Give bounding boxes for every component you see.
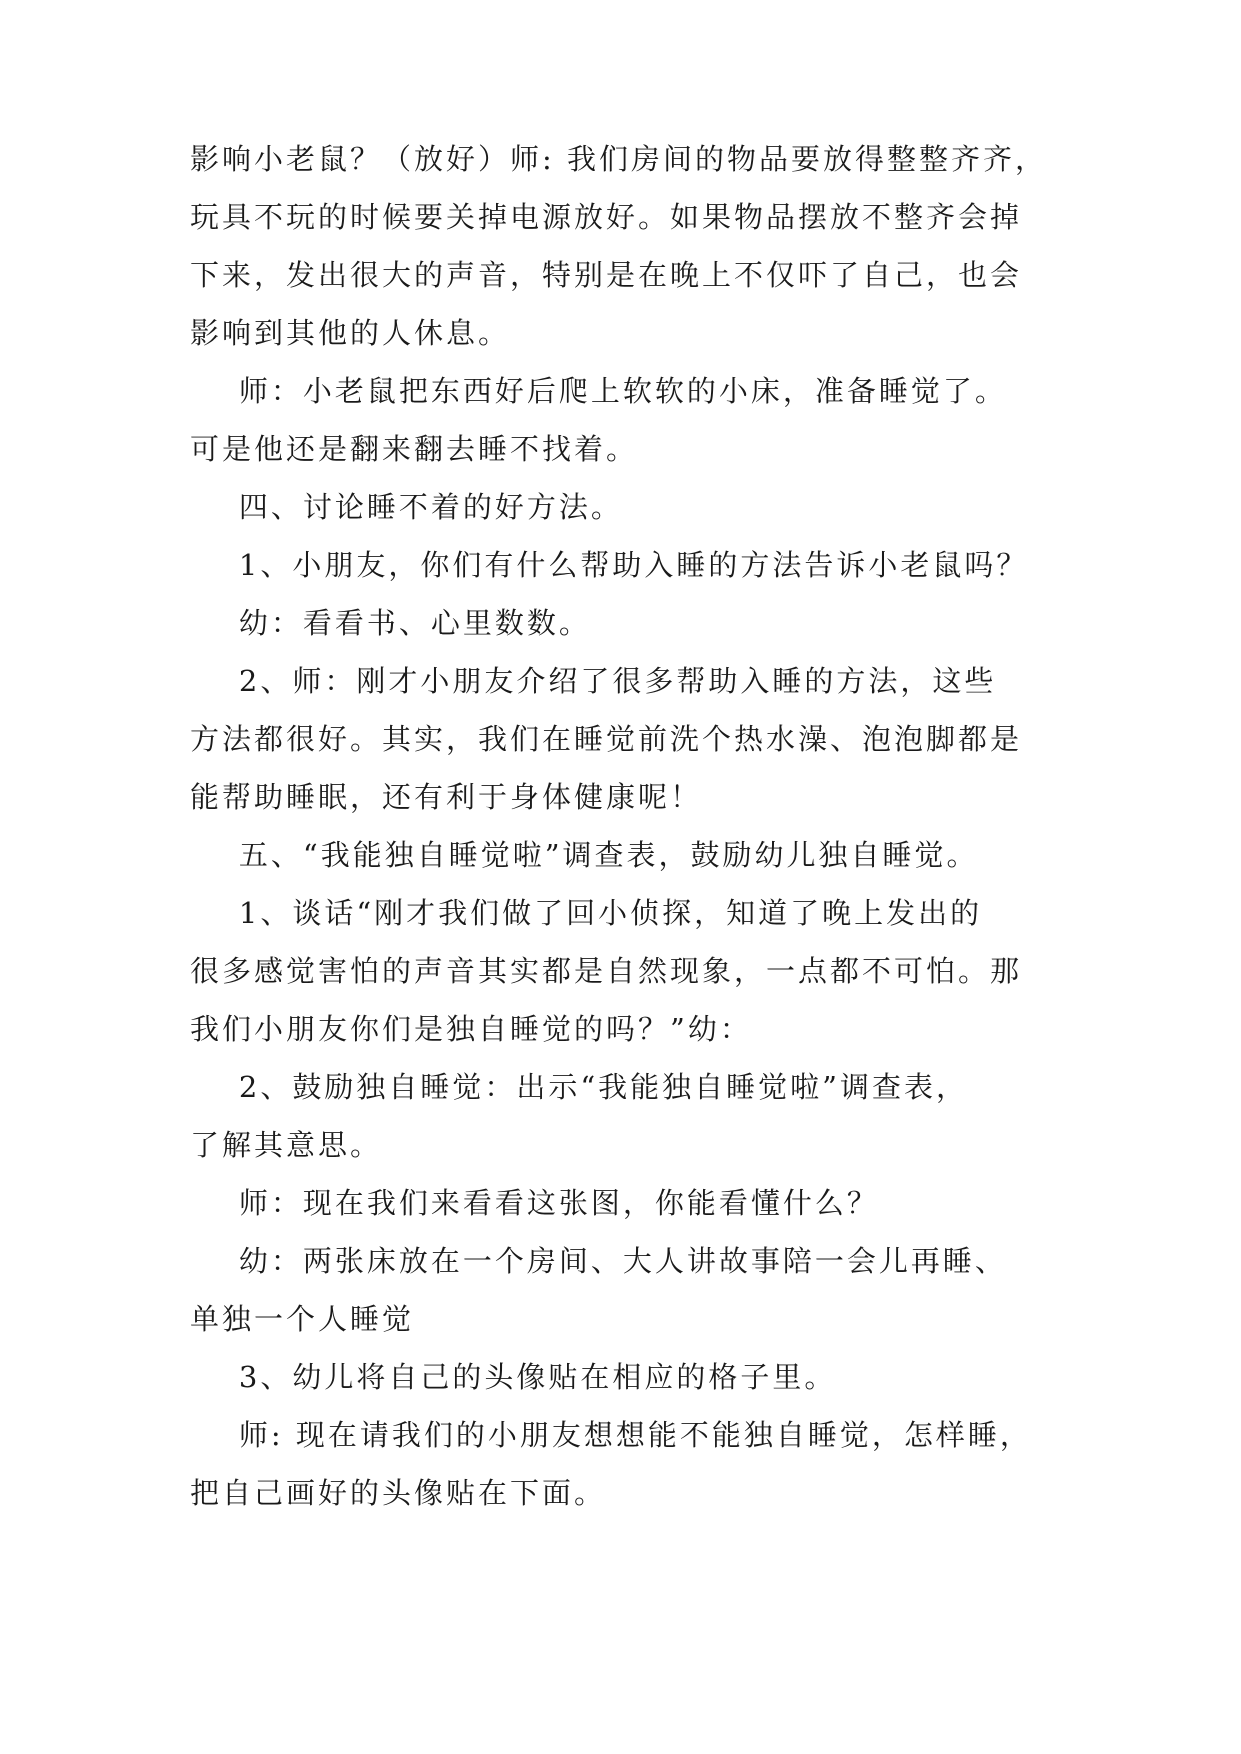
- text-line: 幼：两张床放在一个房间、大人讲故事陪一会儿再睡、: [190, 1244, 1007, 1278]
- text-line: 1、谈话“刚才我们做了回小侦探，知道了晚上发出的: [190, 896, 983, 930]
- text-line: 下来，发出很大的声音，特别是在晚上不仅吓了自己，也会: [190, 258, 1023, 292]
- text-line: 我们小朋友你们是独自睡觉的吗？”幼：: [190, 1012, 752, 1046]
- text-line: 2、师：刚才小朋友介绍了很多帮助入睡的方法，这些: [190, 664, 997, 698]
- text-line: 了解其意思。: [190, 1128, 383, 1162]
- text-line: 把自己画好的头像贴在下面。: [190, 1476, 607, 1510]
- text-line: 单独一个人睡觉: [190, 1302, 415, 1336]
- text-line: 3、幼儿将自己的头像贴在相应的格子里。: [190, 1360, 837, 1394]
- section-heading: 四、讨论睡不着的好方法。: [190, 490, 623, 524]
- section-heading: 五、“我能独自睡觉啦”调查表，鼓励幼儿独自睡觉。: [190, 838, 979, 872]
- text-line: 影响到其他的人休息。: [190, 316, 511, 350]
- text-line: 很多感觉害怕的声音其实都是自然现象，一点都不可怕。那: [190, 954, 1023, 988]
- text-line: 可是他还是翻来翻去睡不找着。: [190, 432, 639, 466]
- text-line: 玩具不玩的时候要关掉电源放好。如果物品摆放不整齐会掉: [190, 200, 1023, 234]
- text-line: 师：现在我们来看看这张图，你能看懂什么？: [190, 1186, 879, 1220]
- document-page: [190, 130, 1060, 1522]
- text-line: 方法都很好。其实，我们在睡觉前洗个热水澡、泡泡脚都是: [190, 722, 1023, 756]
- text-line: 1、小朋友，你们有什么帮助入睡的方法告诉小老鼠吗？: [190, 548, 1029, 582]
- text-line: 2、鼓励独自睡觉：出示“我能独自睡觉啦”调查表，: [190, 1070, 968, 1104]
- text-line: 能帮助睡眠，还有利于身体健康呢！: [190, 780, 703, 814]
- text-line: 师: 现在请我们的小朋友想想能不能独自睡觉，怎样睡，: [190, 1418, 1032, 1452]
- text-line: 影响小老鼠？（放好）师: 我们房间的物品要放得整整齐齐，: [190, 142, 1047, 176]
- text-line: 师：小老鼠把东西好后爬上软软的小床，准备睡觉了。: [190, 374, 1007, 408]
- text-line: 幼：看看书、心里数数。: [190, 606, 591, 640]
